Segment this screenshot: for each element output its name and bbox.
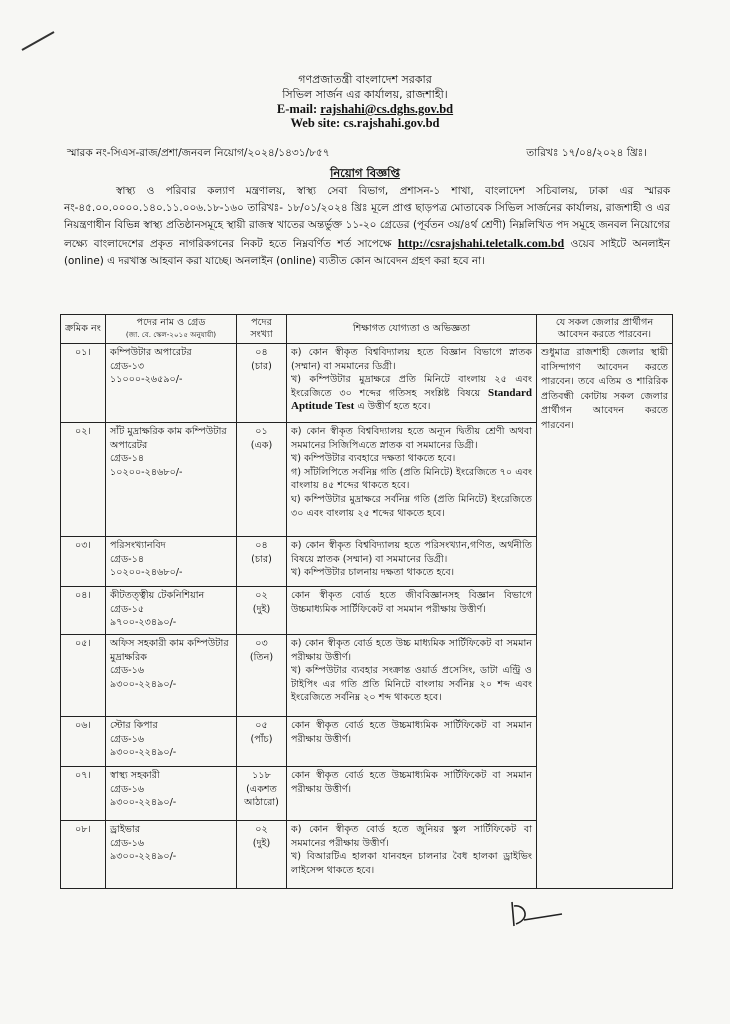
header-qualification: শিক্ষাগত যোগ্যতা ও অভিজ্ঞতা — [287, 315, 537, 344]
body-closing: ওয়েব সাইটে অনলাইন (online) এ দরখাস্ত আহবান করা যাচ্ছে। অনলাইন (online) ব্যতীত কোন আবেদন গ্রহণ করা হবে না। — [64, 237, 671, 267]
row-post: সাঁট মুদ্রাক্ষরিক কাম কম্পিউটার অপারেটর গ্রেড-১৪ ১০২০০-২৪৬৮০/- — [106, 423, 237, 537]
row-count: ১১৮ (একশত আঠারো) — [237, 767, 287, 821]
letterhead — [0, 72, 730, 130]
row-qualification: ক) কোন স্বীকৃত বোর্ড হতে উচ্চ মাধ্যমিক সার্টিফিকেট বা সমমান পরীক্ষায় উত্তীর্ণ। খ) কম্পিউটার ব্যবহার সংক্রান্ত ওয়ার্ড প্রসেসিং, ডাটা এন্ট্রি ও টাইপিং এর গতি প্রতি মিনিটে বাংলায় সর্বনিম্ন ২০ শব্দ এবং ইংরেজিতে সর্বনিম্ন ২০ শব্দ থাকতে হবে। — [287, 635, 537, 717]
memo-number: স্মারক নং-সিএস-রাজ/প্রশা/জনবল নিয়োগ/২০২৪/১৪৩১/৮৫৭ — [67, 147, 330, 159]
memo-date: তারিখঃ ১৭/০৪/২০২৪ খ্রিঃ। — [526, 147, 647, 159]
notice-title: নিয়োগ বিজ্ঞপ্তি — [330, 166, 400, 180]
email-link[interactable]: rajshahi@cs.dghs.gov.bd — [320, 102, 454, 116]
notice-body — [64, 183, 670, 270]
office-name: সিভিল সার্জন এর কার্যালয়, রাজশাহী। — [282, 88, 448, 101]
row-serial: ০৩। — [61, 537, 106, 587]
office-website[interactable]: Web site: cs.rajshahi.gov.bd — [290, 116, 440, 130]
row-qualification: ক) কোন স্বীকৃত বিশ্ববিদ্যালয় হতে অন্যূন দ্বিতীয় শ্রেণী অথবা সমমানের সিজিপিএতে স্নাতক বা সমমানের ডিগ্রী। খ) কম্পিউটার ব্যবহারে দক্ষতা থাকতে হবে। গ) সাঁটলিপিতে সর্বনিম্ন গতি (প্রতি মিনিটে) ইংরেজিতে ৭০ এবং বাংলায় ৪৫ শব্দের থাকতে হবে। ঘ) কম্পিউটার মুদ্রাক্ষরে সর্বনিম্ন গতি (প্রতি মিনিটে) ইংরেজিতে ৩০ এবং বাংলায় ২৫ শব্দের থাকতে হবে। — [287, 423, 537, 537]
office-email: E-mail: rajshahi@cs.dghs.gov.bd — [276, 102, 454, 116]
row-count: ০২ (দুই) — [237, 587, 287, 635]
row-serial: ০৮। — [61, 821, 106, 889]
row-qualification: ক) কোন স্বীকৃত বোর্ড হতে জুনিয়র স্কুল সার্টিফিকেট বা সমমানের পরীক্ষায় উত্তীর্ণ। খ) বিআরটিএ হালকা যানবহন চালনার বৈধ হালকা ড্রাইভিং লাইসেন্স থাকতে হবে। — [287, 821, 537, 889]
application-link[interactable]: http://csrajshahi.teletalk.com.bd — [397, 235, 565, 250]
row-serial: ০৬। — [61, 717, 106, 767]
table-row — [61, 344, 673, 423]
row-count: ০৫ (পাঁচ) — [237, 717, 287, 767]
row-qualification: ক) কোন স্বীকৃত বিশ্ববিদ্যালয় হতে পরিসংখ্যান,গণিত, অর্থনীতি বিষয়ে স্নাতক (সম্মান) বা সমমানের ডিগ্রী। খ) কম্পিউটার চালনায় দক্ষতা থাকতে হবে। — [287, 537, 537, 587]
row-post: পরিসংখ্যানবিদ গ্রেড-১৪ ১০২০০-২৪৬৮০/- — [106, 537, 237, 587]
vacancy-table — [60, 314, 673, 889]
row-serial: ০৪। — [61, 587, 106, 635]
row-serial: ০১। — [61, 344, 106, 423]
signature-mark — [502, 896, 568, 934]
row-serial: ০৫। — [61, 635, 106, 717]
row-count: ০৪ (চার) — [237, 537, 287, 587]
row-post: ড্রাইভার গ্রেড-১৬ ৯৩০০-২২৪৯০/- — [106, 821, 237, 889]
pen-stroke-mark — [18, 28, 58, 56]
header-post-note: (জা. বে. স্কেল-২০১৫ অনুযায়ী) — [125, 330, 217, 339]
header-count: পদের সংখ্যা — [237, 315, 287, 344]
row-post: অফিস সহকারী কাম কম্পিউটার মুদ্রাক্ষরিক গ্রেড-১৬ ৯৩০০-২২৪৯০/- — [106, 635, 237, 717]
row-count: ০৩ (তিন) — [237, 635, 287, 717]
govt-name: গণপ্রজাতন্ত্রী বাংলাদেশ সরকার — [298, 73, 432, 86]
header-district: যে সকল জেলার প্রার্থীগন আবেদন করতে পারবেন। — [537, 315, 673, 344]
row-post: কীটতত্ত্বীয় টেকনিশিয়ান গ্রেড-১৫ ৯৭০০-২৩৪৯০/- — [106, 587, 237, 635]
row-count: ০২ (দুই) — [237, 821, 287, 889]
row-post: স্বাস্থ্য সহকারী গ্রেড-১৬ ৯৩০০-২২৪৯০/- — [106, 767, 237, 821]
row-serial: ০৭। — [61, 767, 106, 821]
header-serial: ক্রমিক নং — [61, 315, 106, 344]
row-count: ০৪ (চার) — [237, 344, 287, 423]
row-qualification: কোন স্বীকৃত বোর্ড হতে জীববিজ্ঞানসহ বিজ্ঞান বিভাগে উচ্চমাধ্যমিক সার্টিফিকেট বা সমমান পরীক্ষায় উত্তীর্ণ। — [287, 587, 537, 635]
row-qualification: কোন স্বীকৃত বোর্ড হতে উচ্চমাধ্যমিক সার্টিফিকেট বা সমমান পরীক্ষায় উত্তীর্ণ। — [287, 767, 537, 821]
body-intro: স্বাস্থ্য ও পরিবার কল্যাণ মন্ত্রণালয়, স্বাস্থ্য সেবা বিভাগ, প্রশাসন-১ শাখা, বাংলাদেশ সচিবালয়, ঢাকা এর স্মারক নং-৪৫.০০.০০০০.১৪০.১১.০০৬.১৮-১৬০ তারিখঃ- ১৮/০১/২০২৪ খ্রিঃ মূলে প্রাপ্ত ছাড়পত্র মোতাবেক সিভিল সার্জনের কার্যালয়, রাজশাহী ও এর নিয়ন্ত্রণাধীন বিভিন্ন স্বাস্থ্য প্রতিষ্ঠানসমূহে স্থায়ী রাজস্ব খাতের অন্তর্ভুক্ত ১১-২০ গ্রেডের (পূর্বতন ৩য়/৪র্থ শ্রেণী) নিম্নলিখিত পদ সমূহে জনবল নিয়োগের লক্ষ্যে বাংলাদেশের প্রকৃত নাগরিকগনের নিকট হতে নিম্নবর্ণিত শর্ত সাপেক্ষে — [64, 185, 670, 250]
row-qualification: ক) কোন স্বীকৃত বিশ্ববিদ্যালয় হতে বিজ্ঞান বিভাগে স্নাতক (সম্মান) বা সমমানের ডিগ্রী। খ) কম্পিউটার মুদ্রাক্ষরে প্রতি মিনিটে বাংলায় ২৫ এবং ইংরেজিতে ৩০ শব্দের গতিসহ সংশ্লিষ্ট বিষয়ে Standard Aptitude Test এ উত্তীর্ণ হতে হবে। — [287, 344, 537, 423]
header-post: পদের নাম ও গ্রেড (জা. বে. স্কেল-২০১৫ অনুযায়ী) — [106, 315, 237, 344]
row-post: স্টোর কিপার গ্রেড-১৬ ৯৩০০-২২৪৯০/- — [106, 717, 237, 767]
row-qualification: কোন স্বীকৃত বোর্ড হতে উচ্চমাধ্যমিক সার্টিফিকেট বা সমমান পরীক্ষায় উত্তীর্ণ। — [287, 717, 537, 767]
row-count: ০১ (এক) — [237, 423, 287, 537]
row-serial: ০২। — [61, 423, 106, 537]
row-post: কম্পিউটার অপারেটর গ্রেড-১৩ ১১০০০-২৬৫৯০/- — [106, 344, 237, 423]
table-header-row — [61, 315, 673, 344]
eligible-districts: শুধুমাত্র রাজশাহী জেলার স্থায়ী বাসিন্দাগণ আবেদন করতে পারবেন। তবে এতিম ও শারিরিক প্রতিবন্ধী কোটায় সকল জেলার প্রার্থীগন আবেদন করতে পারবেন। — [537, 344, 673, 889]
